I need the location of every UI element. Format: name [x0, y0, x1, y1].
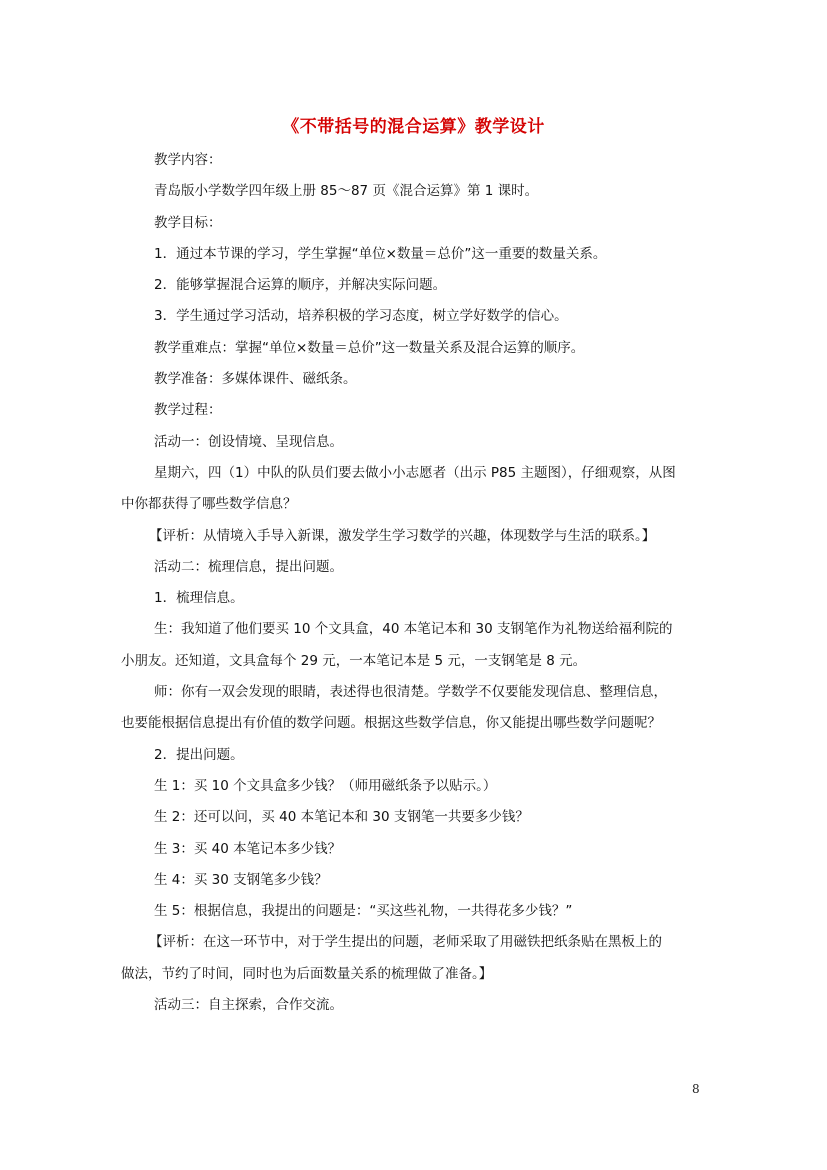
text-line: 生 1：买 10 个文具盒多少钱？（师用磁纸条予以贴示。）: [154, 777, 497, 794]
comment-line: 【评析：在这一环节中，对于学生提出的问题，老师采取了用磁铁把纸条贴在黑板上的: [149, 934, 662, 951]
text-line: 生 3：买 40 本笔记本多少钱？: [154, 840, 342, 857]
text-line: 教学目标：: [154, 214, 222, 231]
text-line: 教学重难点：掌握“单位×数量＝总价”这一数量关系及混合运算的顺序。: [154, 339, 585, 356]
text-line: 做法，节约了时间，同时也为后面数量关系的梳理做了准备。】: [121, 965, 493, 982]
document-title: 《不带括号的混合运算》教学设计: [282, 117, 545, 137]
text-line: 生：我知道了他们要买 10 个文具盒，40 本笔记本和 30 支钢笔作为礼物送给福利院的: [154, 621, 673, 638]
text-line: 2．能够掌握混合运算的顺序，并解决实际问题。: [154, 277, 447, 294]
comment-line: 【评析：从情境入手导入新课，激发学生学习数学的兴趣，体现数学与生活的联系。】: [149, 527, 656, 544]
text-line: 活动一：创设情境、呈现信息。: [154, 433, 343, 450]
text-line: 生 2：还可以问，买 40 本笔记本和 30 支钢笔一共要多少钱？: [154, 809, 529, 826]
text-line: 生 5：根据信息，我提出的问题是：“买这些礼物，一共得花多少钱？”: [154, 903, 573, 920]
text-line: 生 4：买 30 支钢笔多少钱？: [154, 871, 328, 888]
text-line: 教学过程：: [154, 402, 222, 419]
text-line: 青岛版小学数学四年级上册 85～87 页《混合运算》第 1 课时。: [154, 183, 539, 200]
text-line: 也要能根据信息提出有价值的数学问题。根据这些数学信息，你又能提出哪些数学问题呢？: [121, 715, 661, 732]
text-line: 教学准备：多媒体课件、磁纸条。: [154, 371, 357, 388]
text-line: 3．学生通过学习活动，培养积极的学习态度，树立学好数学的信心。: [154, 308, 568, 325]
text-line: 2．提出问题。: [154, 746, 244, 763]
text-line: 小朋友。还知道，文具盒每个 29 元，一本笔记本是 5 元，一支钢笔是 8 元。: [121, 652, 587, 669]
text-line: 星期六，四（1）中队的队员们要去做小小志愿者（出示 P85 主题图），仔细观察，从图: [154, 464, 676, 481]
text-line: 1．梳理信息。: [154, 590, 244, 607]
text-line: 1．通过本节课的学习，学生掌握“单位×数量＝总价”这一重要的数量关系。: [154, 245, 607, 262]
text-line: 中你都获得了哪些数学信息？: [121, 496, 297, 513]
text-line: 教学内容：: [154, 152, 222, 168]
text-line: 师：你有一双会发现的眼睛，表述得也很清楚。学数学不仅要能发现信息、整理信息，: [154, 684, 667, 701]
document-body: [121, 145, 707, 1021]
page-number: 8: [692, 1082, 700, 1096]
text-line: 活动三：自主探索，合作交流。: [154, 997, 343, 1014]
text-line: 活动二：梳理信息，提出问题。: [154, 558, 343, 575]
